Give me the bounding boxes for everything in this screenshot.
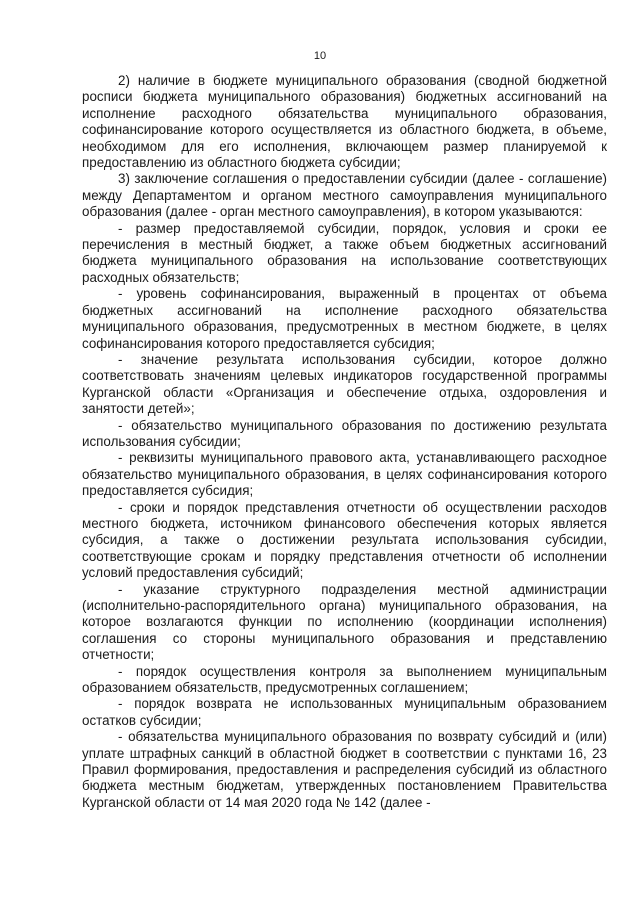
list-item-refund-obligations: - обязательства муниципального образования по возврату субсидий и (или) уплате штрафных санкций в областной бюджет в соответствии с пунктами 16, 23 Правил формирования, предоставления и распределения субсидий из областного бюджета местным бюджетам, утвержденных постановлением Правительства Курганской области от 14 мая 2020 года № 142 (далее - — [82, 729, 607, 810]
list-item-subsidy-size: - размер предоставляемой субсидии, порядок, условия и сроки ее перечисления в местный бюджет, а также объем бюджетных ассигнований бюджета муниципального образования на использование соответствующих расходных обязательств; — [82, 220, 607, 285]
list-item-legal-act-details: - реквизиты муниципального правового акта, устанавливающего расходное обязательство муниципального образования, в целях софинансирования которого предоставляется субсидия; — [82, 450, 607, 499]
list-item-reporting-terms: - сроки и порядок представления отчетности об осуществлении расходов местного бюджета, источником финансового обеспечения которых является субсидия, а также о достижении результата использования субсидии, соответствующие срокам и порядку представления отчетности об исполнении условий предоставления субсидий; — [82, 499, 607, 581]
list-item-control-procedure: - порядок осуществления контроля за выполнением муниципальным образованием обязательств, предусмотренных соглашением; — [82, 663, 607, 696]
list-item-result-obligation: - обязательство муниципального образования по достижению результата использования субсидии; — [82, 417, 607, 449]
page-number: 10 — [313, 50, 327, 62]
document-body — [82, 73, 607, 811]
list-item-cofinancing-level: - уровень софинансирования, выраженный в процентах от объема бюджетных ассигнований на исполнение расходного обязательства муниципального образования, предусмотренных в местном бюджете, в целях софинансирования которого предоставляется субсидия; — [82, 286, 607, 351]
list-item-result-value: - значение результата использования субсидии, которое должно соответствовать значениям целевых индикаторов государственной программы Курганской области «Организация и обеспечение отдыха, оздоровления и занятости детей»; — [82, 351, 607, 417]
paragraph-2-budget-allocations: 2) наличие в бюджете муниципального образования (сводной бюджетной росписи бюджета муниципального образования) бюджетных ассигнований на исполнение расходного обязательства муниципального образования, софинансирование которого осуществляется из областного бюджета, в объеме, необходимом для его исполнения, включающем размер планируемой к предоставлению из областного бюджета субсидии; — [82, 73, 607, 171]
paragraph-3-agreement: 3) заключение соглашения о предоставлении субсидии (далее - соглашение) между Департаментом и органом местного самоуправления муниципального образования (далее - орган местного самоуправления), в котором указываются: — [82, 171, 607, 220]
list-item-refund-procedure: - порядок возврата не использованных муниципальным образованием остатков субсидии; — [82, 696, 607, 728]
list-item-structural-unit: - указание структурного подразделения местной администрации (исполнительно-распорядительного органа) муниципального образования, на которое возлагаются функции по исполнению (координации исполнения) соглашения со стороны муниципального образования и представлению отчетности; — [82, 581, 607, 663]
